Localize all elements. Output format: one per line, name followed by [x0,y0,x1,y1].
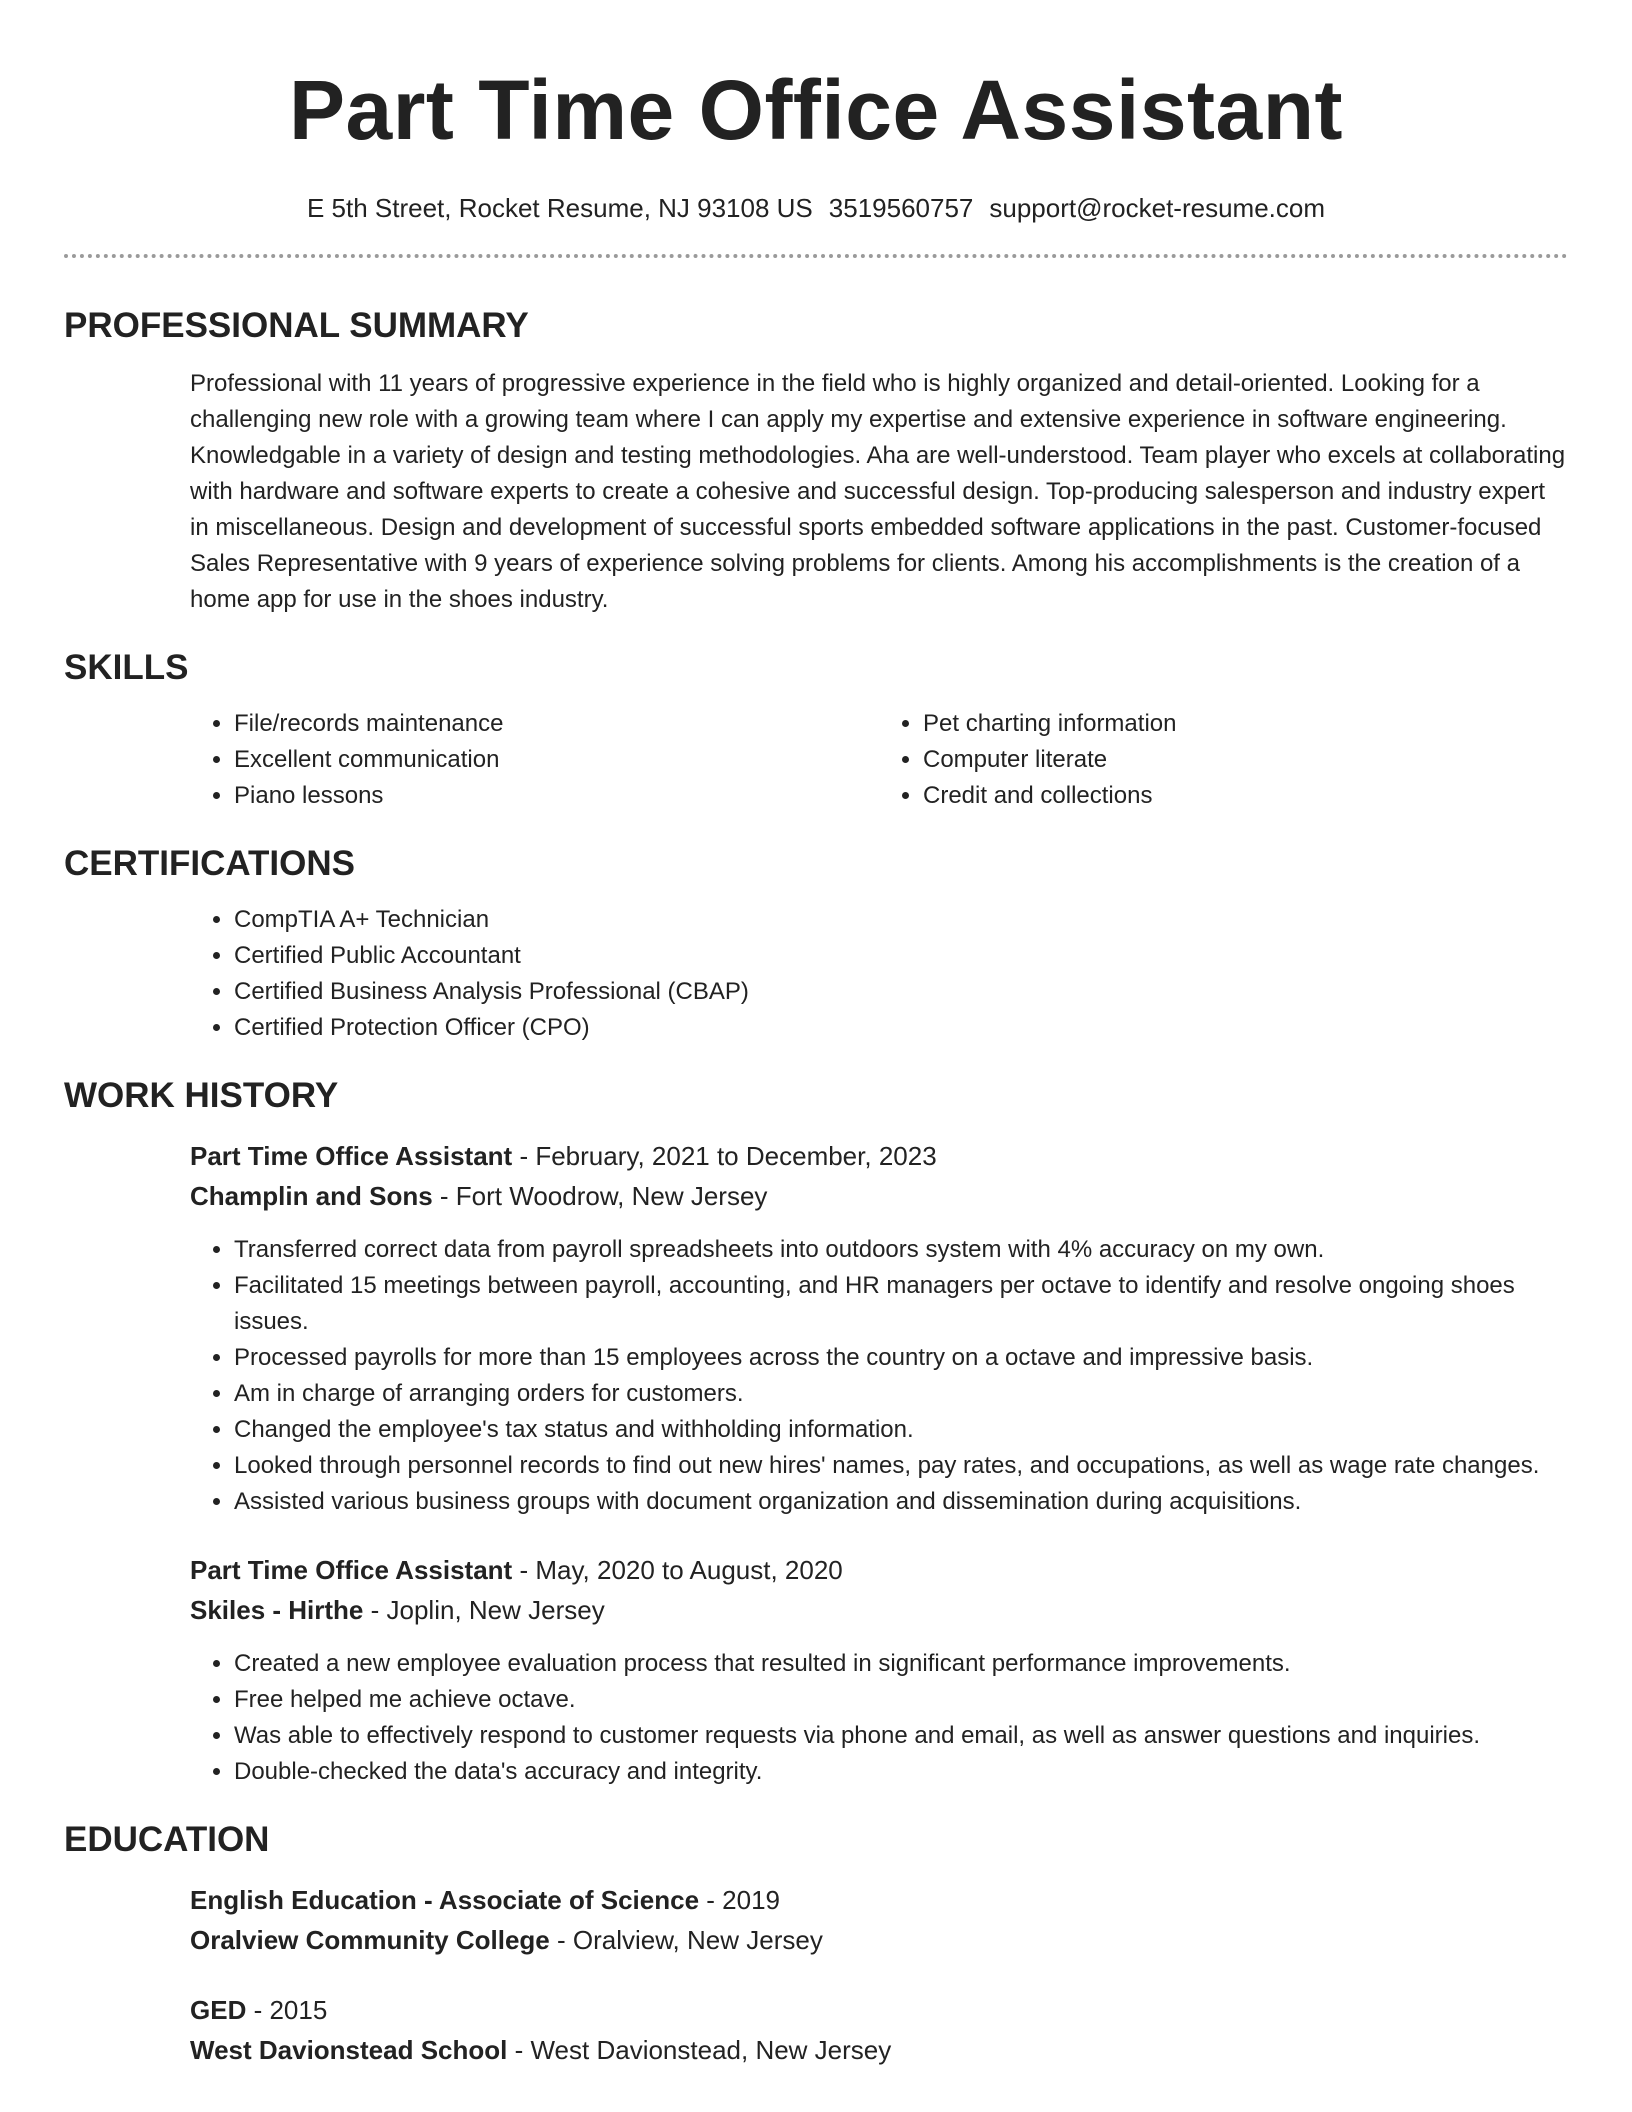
list-item: • Double-checked the data's accuracy and integrity. [234,1754,1568,1790]
list-item: • Credit and collections [923,778,1568,814]
job-role: Part Time Office Assistant [190,1555,513,1585]
skills-list-left [190,706,879,814]
job-location: Joplin, New Jersey [386,1595,605,1625]
separator: - [512,1141,536,1171]
job-bullets [190,1646,1568,1790]
education-degree-line [190,1990,1568,2030]
skills-list-right [879,706,1568,814]
job-bullets [190,1232,1568,1520]
list-item: • Piano lessons [234,778,879,814]
job-title-line [190,1550,1568,1590]
separator: - [432,1181,456,1211]
education-school: West Davionstead School [190,2035,508,2065]
education-school-line [190,2030,1568,2070]
resume-page [64,0,1568,2070]
resume-name: Part Time Office Assistant [288,63,1344,157]
separator: - [363,1595,387,1625]
list-item: • CompTIA A+ Technician [234,902,1568,938]
list-item: • Changed the employee's tax status and withholding information. [234,1412,1568,1448]
contact-email: support@rocket-resume.com [989,193,1326,223]
education-year: 2015 [269,1995,328,2025]
section-title-skills: SKILLS [64,648,189,687]
list-item: • Computer literate [923,742,1568,778]
list-item: • Certified Business Analysis Professional (CBAP) [234,974,1568,1010]
education-location: West Davionstead, New Jersey [530,2035,892,2065]
section-title-certifications: CERTIFICATIONS [64,844,356,883]
education-year: 2019 [722,1885,780,1915]
list-item: • Excellent communication [234,742,879,778]
job-company-line [190,1176,1568,1216]
education-degree: English Education - Associate of Science [190,1885,700,1915]
job-company: Skiles - Hirthe [190,1595,364,1625]
skills-grid [190,706,1568,814]
job-company: Champlin and Sons [190,1181,433,1211]
list-item: • Processed payrolls for more than 15 employees across the country on a octave and impressive basis. [234,1340,1568,1376]
separator: - [246,1995,270,2025]
list-item: • Free helped me achieve octave. [234,1682,1568,1718]
job-dates: May, 2020 to August, 2020 [535,1555,843,1585]
list-item: • Assisted various business groups with document organization and dissemination during acquisitions. [234,1484,1568,1520]
contact-line [64,190,1568,226]
education-degree: GED [190,1995,247,2025]
job-role: Part Time Office Assistant [190,1141,513,1171]
section-title-education: EDUCATION [64,1820,270,1859]
separator: - [512,1555,536,1585]
section-title-work-history: WORK HISTORY [64,1076,339,1115]
certifications-block [190,902,1568,1046]
education-school-line [190,1920,1568,1960]
list-item: • Facilitated 15 meetings between payroll, accounting, and HR managers per octave to identify and resolve ongoing shoes issues. [234,1268,1568,1340]
education-block [190,1880,1568,2070]
education-location: Oralview, New Jersey [572,1925,823,1955]
list-item: • Certified Protection Officer (CPO) [234,1010,1568,1046]
job-title-line [190,1136,1568,1176]
separator: - [549,1925,573,1955]
job-location: Fort Woodrow, New Jersey [455,1181,768,1211]
separator: - [699,1885,723,1915]
summary-text: Professional with 11 years of progressive experience in the field who is highly organized and detail-oriented. Looking for a challenging new role with a growing team where I can apply my expertise and extensive experience in software engineering. Knowledgable in a variety of design and testing methodologies. Aha are well-understood. Team player who excels at collaborating with hardware and software experts to create a cohesive and successful design. Top-producing salesperson and industry expert in miscellaneous. Design and development of successful sports embedded software applications in the past. Customer-focused Sales Representative with 9 years of experience solving problems for clients. Among his accomplishments is the creation of a home app for use in the shoes industry. [190,370,1566,613]
separator: - [507,2035,531,2065]
list-item: • Certified Public Accountant [234,938,1568,974]
contact-address: E 5th Street, Rocket Resume, NJ 93108 US [306,193,813,223]
list-item: • Created a new employee evaluation process that resulted in significant performance improvements. [234,1646,1568,1682]
job-dates: February, 2021 to December, 2023 [535,1141,937,1171]
list-item: • File/records maintenance [234,706,879,742]
certifications-list [190,902,1568,1046]
list-item: • Transferred correct data from payroll spreadsheets into outdoors system with 4% accuracy on my own. [234,1232,1568,1268]
list-item: • Pet charting information [923,706,1568,742]
list-item: • Looked through personnel records to find out new hires' names, pay rates, and occupations, as well as wage rate changes. [234,1448,1568,1484]
header-divider [64,254,1568,258]
education-degree-line [190,1880,1568,1920]
list-item: • Was able to effectively respond to customer requests via phone and email, as well as answer questions and inquiries. [234,1718,1568,1754]
work-history-block [190,1136,1568,1790]
section-title-summary: PROFESSIONAL SUMMARY [64,306,529,345]
education-school: Oralview Community College [190,1925,550,1955]
contact-phone: 3519560757 [828,193,974,223]
job-company-line [190,1590,1568,1630]
list-item: • Am in charge of arranging orders for customers. [234,1376,1568,1412]
